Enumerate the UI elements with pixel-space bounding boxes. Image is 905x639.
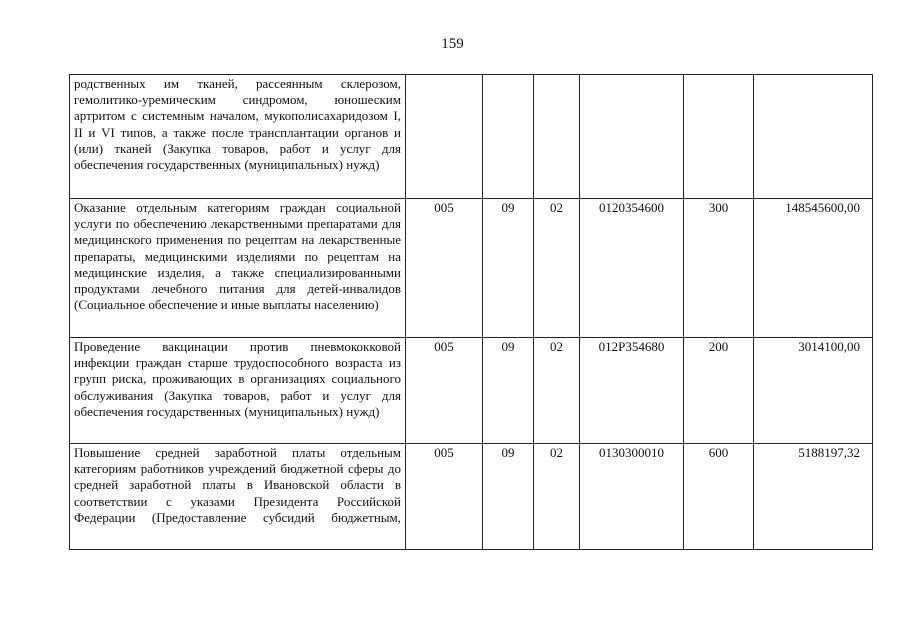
row-description: Повышение средней заработной платы отдельным категориям работников учреждений бюджетной сферы до средней заработной платы в Ивановской области в соответствии с указами Президента Российской Федерации (Предоставление субсидий бюджетным,: [70, 444, 406, 550]
table-row: [70, 75, 873, 199]
table-row: [70, 199, 873, 338]
expense-type-code: 300: [684, 199, 754, 338]
ministry-code: [406, 75, 483, 199]
page-number: 159: [441, 36, 464, 52]
amount: [754, 75, 873, 199]
table-row: [70, 444, 873, 550]
table-row: [70, 338, 873, 444]
target-article-code: [580, 75, 684, 199]
budget-table: [69, 74, 873, 550]
subsection-code: 02: [534, 444, 580, 550]
amount: 5188197,32: [754, 444, 873, 550]
section-code: 09: [483, 199, 534, 338]
row-description: родственных им тканей, рассеянным склерозом, гемолитико-уремическим синдромом, юношеским артритом с системным началом, мукополисахаридозом I, II и VI типов, а также после трансплантации органов и (или) тканей (Закупка товаров, работ и услуг для обеспечения государственных (муниципальных) нужд): [70, 75, 406, 199]
row-description: Проведение вакцинации против пневмококковой инфекции граждан старше трудоспособного возраста из групп риска, проживающих в организациях социального обслуживания (Закупка товаров, работ и услуг для обеспечения государственных (муниципальных) нужд): [70, 338, 406, 444]
expense-type-code: 200: [684, 338, 754, 444]
expense-type-code: 600: [684, 444, 754, 550]
section-code: 09: [483, 338, 534, 444]
amount: 3014100,00: [754, 338, 873, 444]
amount: 148545600,00: [754, 199, 873, 338]
expense-type-code: [684, 75, 754, 199]
target-article-code: 0130300010: [580, 444, 684, 550]
target-article-code: 0120354600: [580, 199, 684, 338]
subsection-code: [534, 75, 580, 199]
ministry-code: 005: [406, 444, 483, 550]
subsection-code: 02: [534, 199, 580, 338]
section-code: 09: [483, 444, 534, 550]
ministry-code: 005: [406, 338, 483, 444]
subsection-code: 02: [534, 338, 580, 444]
target-article-code: 012P354680: [580, 338, 684, 444]
ministry-code: 005: [406, 199, 483, 338]
row-description: Оказание отдельным категориям граждан социальной услуги по обеспечению лекарственными препаратами для медицинского применения по рецептам на лекарственные препараты, медицинскими изделиями по рецептам на медицинские изделия, а также специализированными продуктами лечебного питания для детей-инвалидов (Социальное обеспечение и иные выплаты населению): [70, 199, 406, 338]
section-code: [483, 75, 534, 199]
